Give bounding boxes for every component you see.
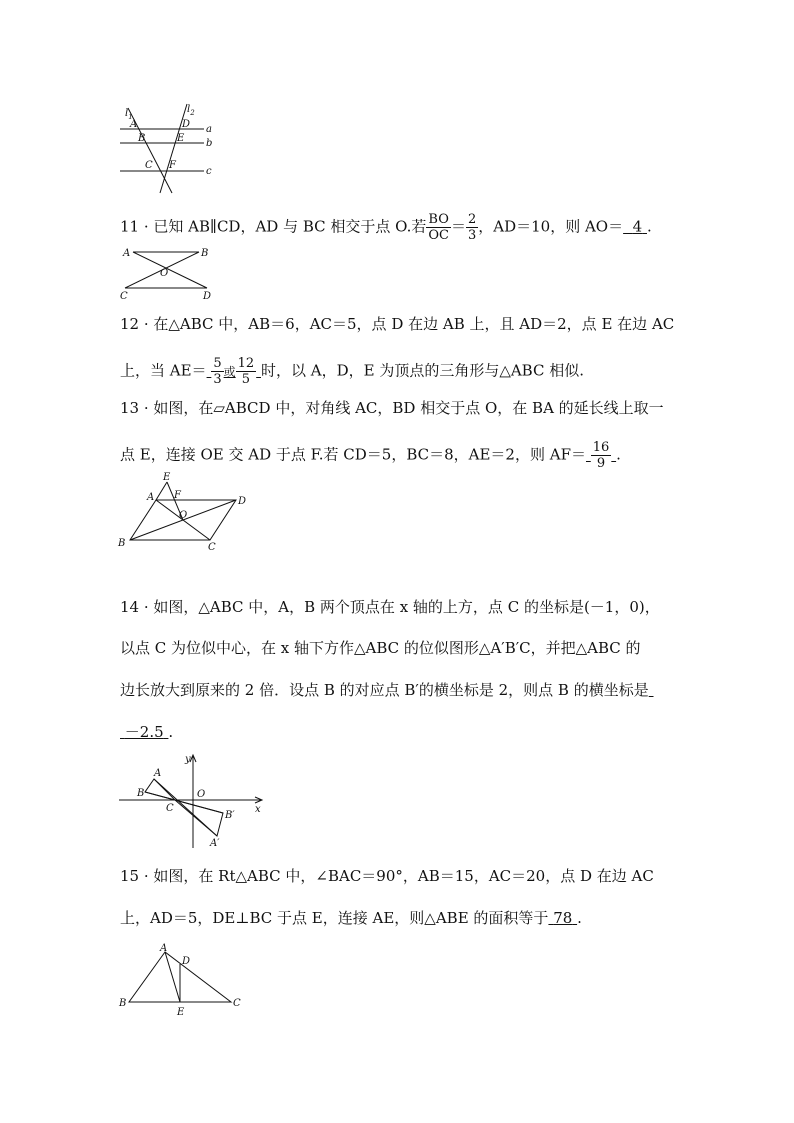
label-l1: $l_1$	[125, 108, 133, 121]
q14-answer: －2.5	[124, 723, 164, 741]
segment-AE	[156, 482, 167, 500]
line-AA2	[154, 779, 217, 836]
label-c: c	[206, 166, 212, 177]
q13-text: 点 E，连接 OE 交 AD 于点 F.若 CD＝5，BC＝8，AE＝2，则 AF＝	[120, 445, 586, 464]
parallel-lines-figure	[112, 100, 222, 195]
triangle-ABC	[145, 779, 175, 800]
label-B: B	[137, 788, 145, 799]
q11-text-a: 11 · 已知 AB∥CD，AD 与 BC 相交于点 O.若	[120, 217, 427, 236]
q15-end: .	[577, 909, 582, 927]
parallelogram-figure	[112, 470, 262, 552]
q11-text-b: ，AD＝10，则 AO＝	[478, 217, 624, 236]
label-O: O	[160, 268, 169, 279]
label-A: A	[154, 768, 162, 779]
q11-answer: 4	[632, 217, 643, 236]
q11-ratio: $\frac{2}{3}$	[467, 212, 477, 243]
q15-text: 上，AD＝5，DE⊥BC 于点 E，连接 AE，则△ABE 的面积等于	[120, 909, 549, 927]
q14-end: .	[168, 723, 174, 741]
question-15-line-2	[120, 908, 582, 928]
label-C: C	[120, 291, 128, 302]
q12-text-a: 上，当 AE＝	[120, 361, 207, 380]
right-triangle-figure	[115, 942, 245, 1017]
label-x: x	[255, 804, 261, 815]
label-B: B	[119, 998, 127, 1009]
label-B: B	[138, 133, 146, 144]
label-D: D	[238, 496, 247, 507]
label-b: b	[206, 138, 213, 149]
label-E: E	[177, 1007, 185, 1017]
label-O: O	[197, 789, 206, 800]
label-A: A	[160, 943, 168, 954]
segment-AE	[165, 952, 180, 1002]
question-14-line-2: 以点 C 为位似中心，在 x 轴下方作△ABC 的位似图形△A′B′C，并把△ABC 的	[120, 639, 641, 657]
q11-fraction: $\frac{BO}{OC}$	[428, 212, 449, 243]
question-15-line-1: 15 · 如图，在 Rt△ABC 中，∠BAC＝90°，AB＝15，AC＝20，点 D 在边 AC	[120, 867, 654, 885]
label-C: C	[233, 998, 241, 1009]
line-BB2	[145, 792, 223, 813]
question-12-line-1: 12 · 在△ABC 中，AB＝6，AC＝5，点 D 在边 AB 上，且 AD＝2，点 E 在边 AC	[120, 315, 675, 333]
question-13-line-2	[120, 440, 621, 471]
question-11	[120, 212, 652, 243]
label-B: B	[201, 248, 209, 259]
q13-answer: $\frac{16}{9}$	[592, 440, 610, 471]
label-F: F	[169, 160, 176, 171]
q13-end: .	[616, 445, 621, 464]
question-13-line-1: 13 · 如图，在▱ABCD 中，对角线 AC，BD 相交于点 O，在 BA 的延长线上取一	[120, 399, 664, 417]
question-12-line-2	[120, 356, 584, 387]
q12-text-b: 时，以 A，D，E 为顶点的三角形与△ABC 相似.	[260, 361, 584, 380]
label-B: B	[118, 538, 126, 549]
label-B-prime: B′	[225, 810, 235, 821]
q12-answer: $\frac{5}{3}$ 或 $\frac{12}{5}$	[213, 356, 255, 387]
label-A: A	[123, 248, 131, 259]
segment-AD	[133, 252, 207, 288]
label-E: E	[177, 133, 185, 144]
line-l2	[160, 104, 187, 193]
q11-end: .	[646, 217, 652, 236]
label-A: A	[130, 119, 138, 130]
label-C: C	[145, 160, 153, 171]
coordinate-figure	[115, 750, 275, 850]
label-D: D	[203, 291, 212, 302]
label-C: C	[166, 803, 174, 814]
label-O: O	[179, 510, 188, 521]
label-A-prime: A′	[210, 838, 220, 849]
label-y: y	[185, 754, 191, 765]
question-14-line-4	[120, 722, 173, 742]
question-14-line-1: 14 · 如图，△ABC 中，A，B 两个顶点在 x 轴的上方，点 C 的坐标是(－1，0)，	[120, 598, 660, 616]
label-l2: $l_2$	[187, 104, 195, 117]
question-14-line-3: 边长放大到原来的 2 倍．设点 B 的对应点 B′的横坐标是 2，则点 B 的横坐标是	[120, 681, 649, 699]
label-D: D	[182, 956, 191, 967]
label-F: F	[174, 490, 181, 501]
label-D: D	[182, 119, 191, 130]
label-A: A	[147, 492, 155, 503]
q11-eq: ＝	[450, 217, 466, 236]
label-a: a	[206, 124, 212, 135]
label-E: E	[163, 472, 171, 483]
q15-answer: 78	[553, 909, 573, 927]
q11-figure	[115, 242, 225, 304]
triangle-A2B2C	[175, 800, 223, 836]
label-C: C	[208, 542, 216, 552]
